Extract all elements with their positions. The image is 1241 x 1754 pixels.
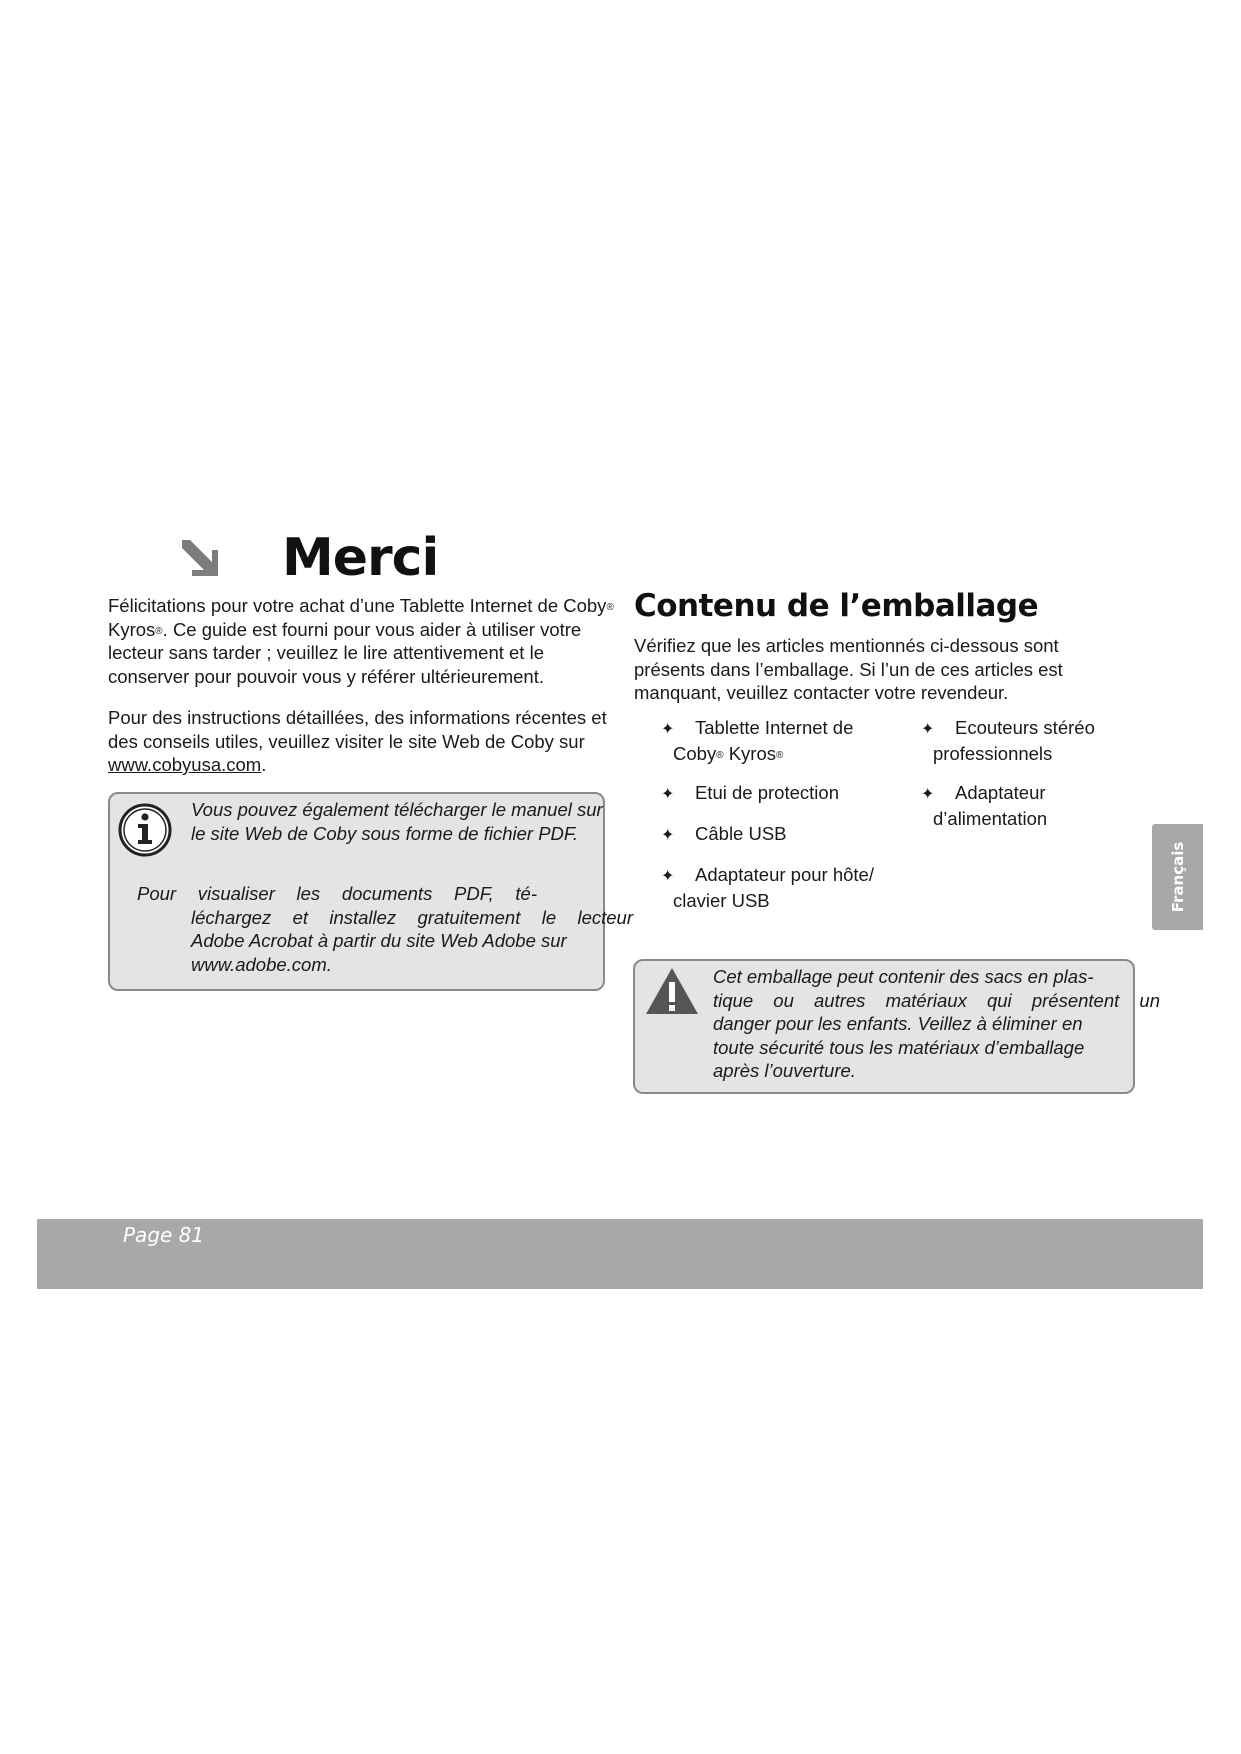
- footer-bar: [37, 1219, 1203, 1289]
- warning-note-text: Cet emballage peut contenir des sacs en plas- tique ou autres matériaux qui présentent un danger pour les enfants. Veillez à éliminer en toute sécurité tous les matériaux d’emballage après l’ouverture.: [713, 966, 1160, 1081]
- section-title-contenu: Contenu de l’emballage: [634, 588, 1039, 624]
- list-item: ✦ Ecouteurs stéréo professionnels: [921, 717, 1095, 764]
- info-note-text: Vous pouvez également télécharger le manuel sur le site Web de Coby sous forme de fichier PDF.: [191, 799, 603, 844]
- warning-icon: [644, 966, 700, 1016]
- section-title-merci: Merci: [282, 528, 439, 588]
- info-note-pdf-text: Pour visualiser les documents PDF, té- léchargez et installez gratuitement le lecteur Adobe Acrobat à partir du site Web Adobe sur www.adobe.com.: [137, 883, 633, 975]
- list-item: ✦ Adaptateur pour hôte/ clavier USB: [661, 864, 874, 911]
- list-item: ✦ Etui de protection: [661, 781, 901, 807]
- page-number: Page 81: [123, 1223, 205, 1247]
- bullet-star-icon: ✦: [921, 786, 935, 803]
- list-item: ✦ Adaptateur d’alimentation: [921, 782, 1048, 829]
- bullet-star-icon: ✦: [661, 827, 675, 844]
- intro-paragraph: Félicitations pour votre achat d’une Tablette Internet de Coby® Kyros®. Ce guide est fourni pour vous aider à utiliser votre lecteur sans tarder ; veuillez le lire attentivement et le conserver pour pouvoir vous y référer ultérieurement.: [108, 595, 614, 687]
- language-tab: [1152, 824, 1203, 930]
- arrow-down-right-icon: [178, 536, 222, 580]
- bullet-star-icon: ✦: [661, 721, 675, 738]
- bullet-star-icon: ✦: [661, 786, 675, 803]
- list-item: ✦ Câble USB: [661, 822, 901, 848]
- list-item: ✦ Tablette Internet de Coby® Kyros®: [661, 717, 854, 764]
- cobyusa-link[interactable]: www.cobyusa.com: [108, 754, 262, 775]
- instructions-paragraph: Pour des instructions détaillées, des informations récentes et des conseils utiles, veuillez visiter le site Web de Coby sur www.cobyusa.com.: [108, 707, 607, 775]
- info-icon: [117, 802, 173, 858]
- bullet-star-icon: ✦: [661, 868, 675, 885]
- language-tab-label: Français: [1168, 841, 1187, 913]
- bullet-star-icon: ✦: [921, 721, 935, 738]
- contenu-intro: Vérifiez que les articles mentionnés ci-dessous sont présents dans l’emballage. Si l’un de ces articles est manquant, veuillez contacter votre revendeur.: [634, 635, 1063, 703]
